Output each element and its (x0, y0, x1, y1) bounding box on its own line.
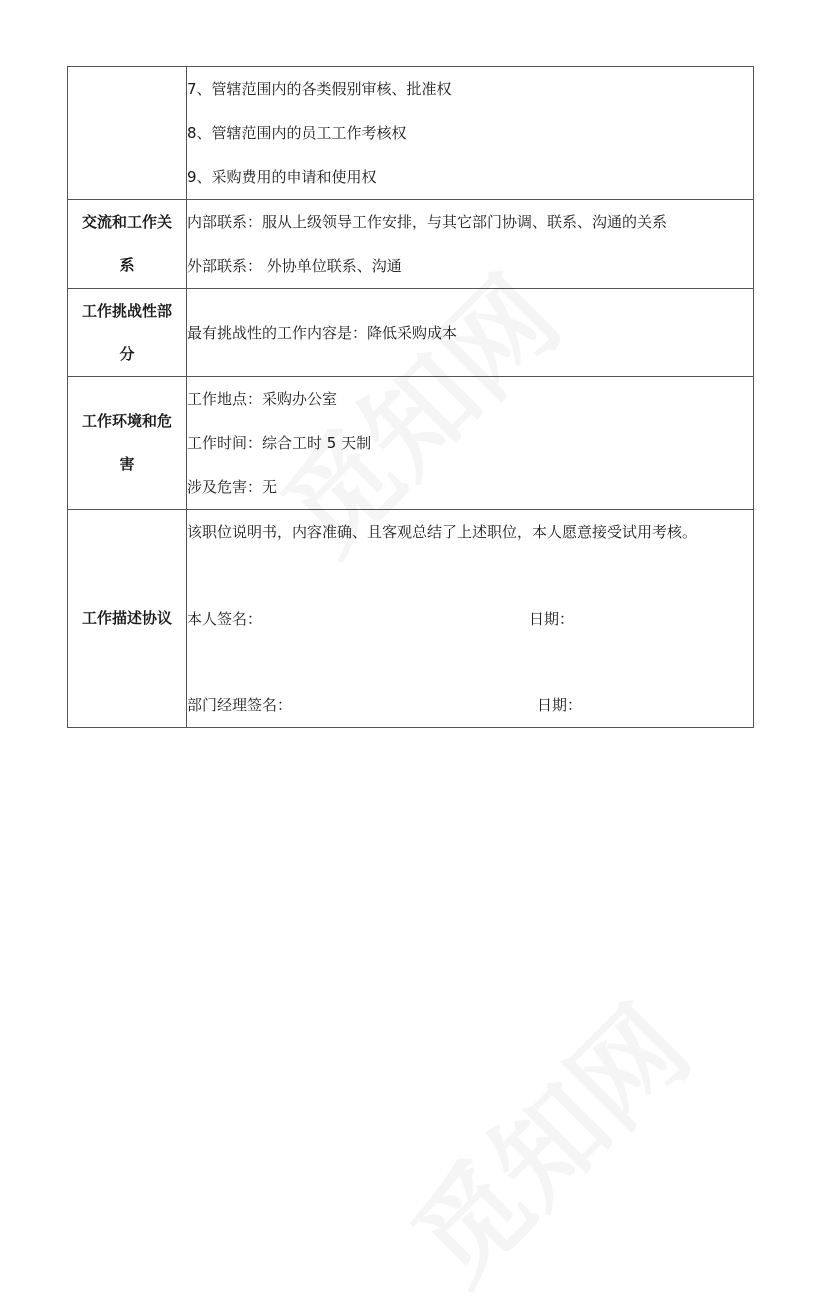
manager-signature-row (187, 683, 753, 727)
challenge-label: 工作挑战性部 分 (68, 289, 187, 377)
environment-content (187, 377, 754, 510)
job-description-table (67, 66, 754, 728)
communication-row (68, 200, 754, 289)
manager-signature-label: 部门经理签名： (187, 696, 293, 714)
work-location: 工作地点：采购办公室 (187, 390, 338, 408)
external-contact: 外部联系： 外协单位联系、沟通 (187, 257, 402, 275)
internal-contact: 内部联系：服从上级领导工作安排，与其它部门协调、联系、沟通的关系 (187, 213, 668, 231)
communication-label: 交流和工作关 系 (68, 200, 187, 289)
work-time: 工作时间：综合工时 5 天制 (187, 434, 372, 452)
self-signature-label: 本人签名： (187, 610, 263, 628)
agreement-label: 工作描述协议 (68, 510, 187, 728)
self-signature-row (187, 597, 753, 641)
authority-row (68, 67, 754, 200)
work-hazard: 涉及危害：无 (187, 478, 278, 496)
communication-content (187, 200, 754, 289)
self-date-label: 日期： (529, 610, 575, 628)
challenge-row (68, 289, 754, 377)
agreement-content (187, 510, 754, 728)
authority-label-cell (68, 67, 187, 200)
challenge-content (187, 289, 754, 377)
challenge-text: 最有挑战性的工作内容是：降低采购成本 (187, 323, 458, 342)
authority-item: 8、管辖范围内的员工工作考核权 (187, 124, 407, 142)
authority-content-cell (187, 67, 754, 200)
manager-date-label: 日期： (537, 696, 583, 714)
authority-item: 9、采购费用的申请和使用权 (187, 168, 377, 186)
environment-label: 工作环境和危 害 (68, 377, 187, 510)
authority-item: 7、管辖范围内的各类假别审核、批准权 (187, 80, 452, 98)
environment-row (68, 377, 754, 510)
agreement-statement: 该职位说明书，内容准确、且客观总结了上述职位，本人愿意接受试用考核。 (187, 523, 698, 541)
agreement-row (68, 510, 754, 728)
watermark (372, 966, 717, 1311)
